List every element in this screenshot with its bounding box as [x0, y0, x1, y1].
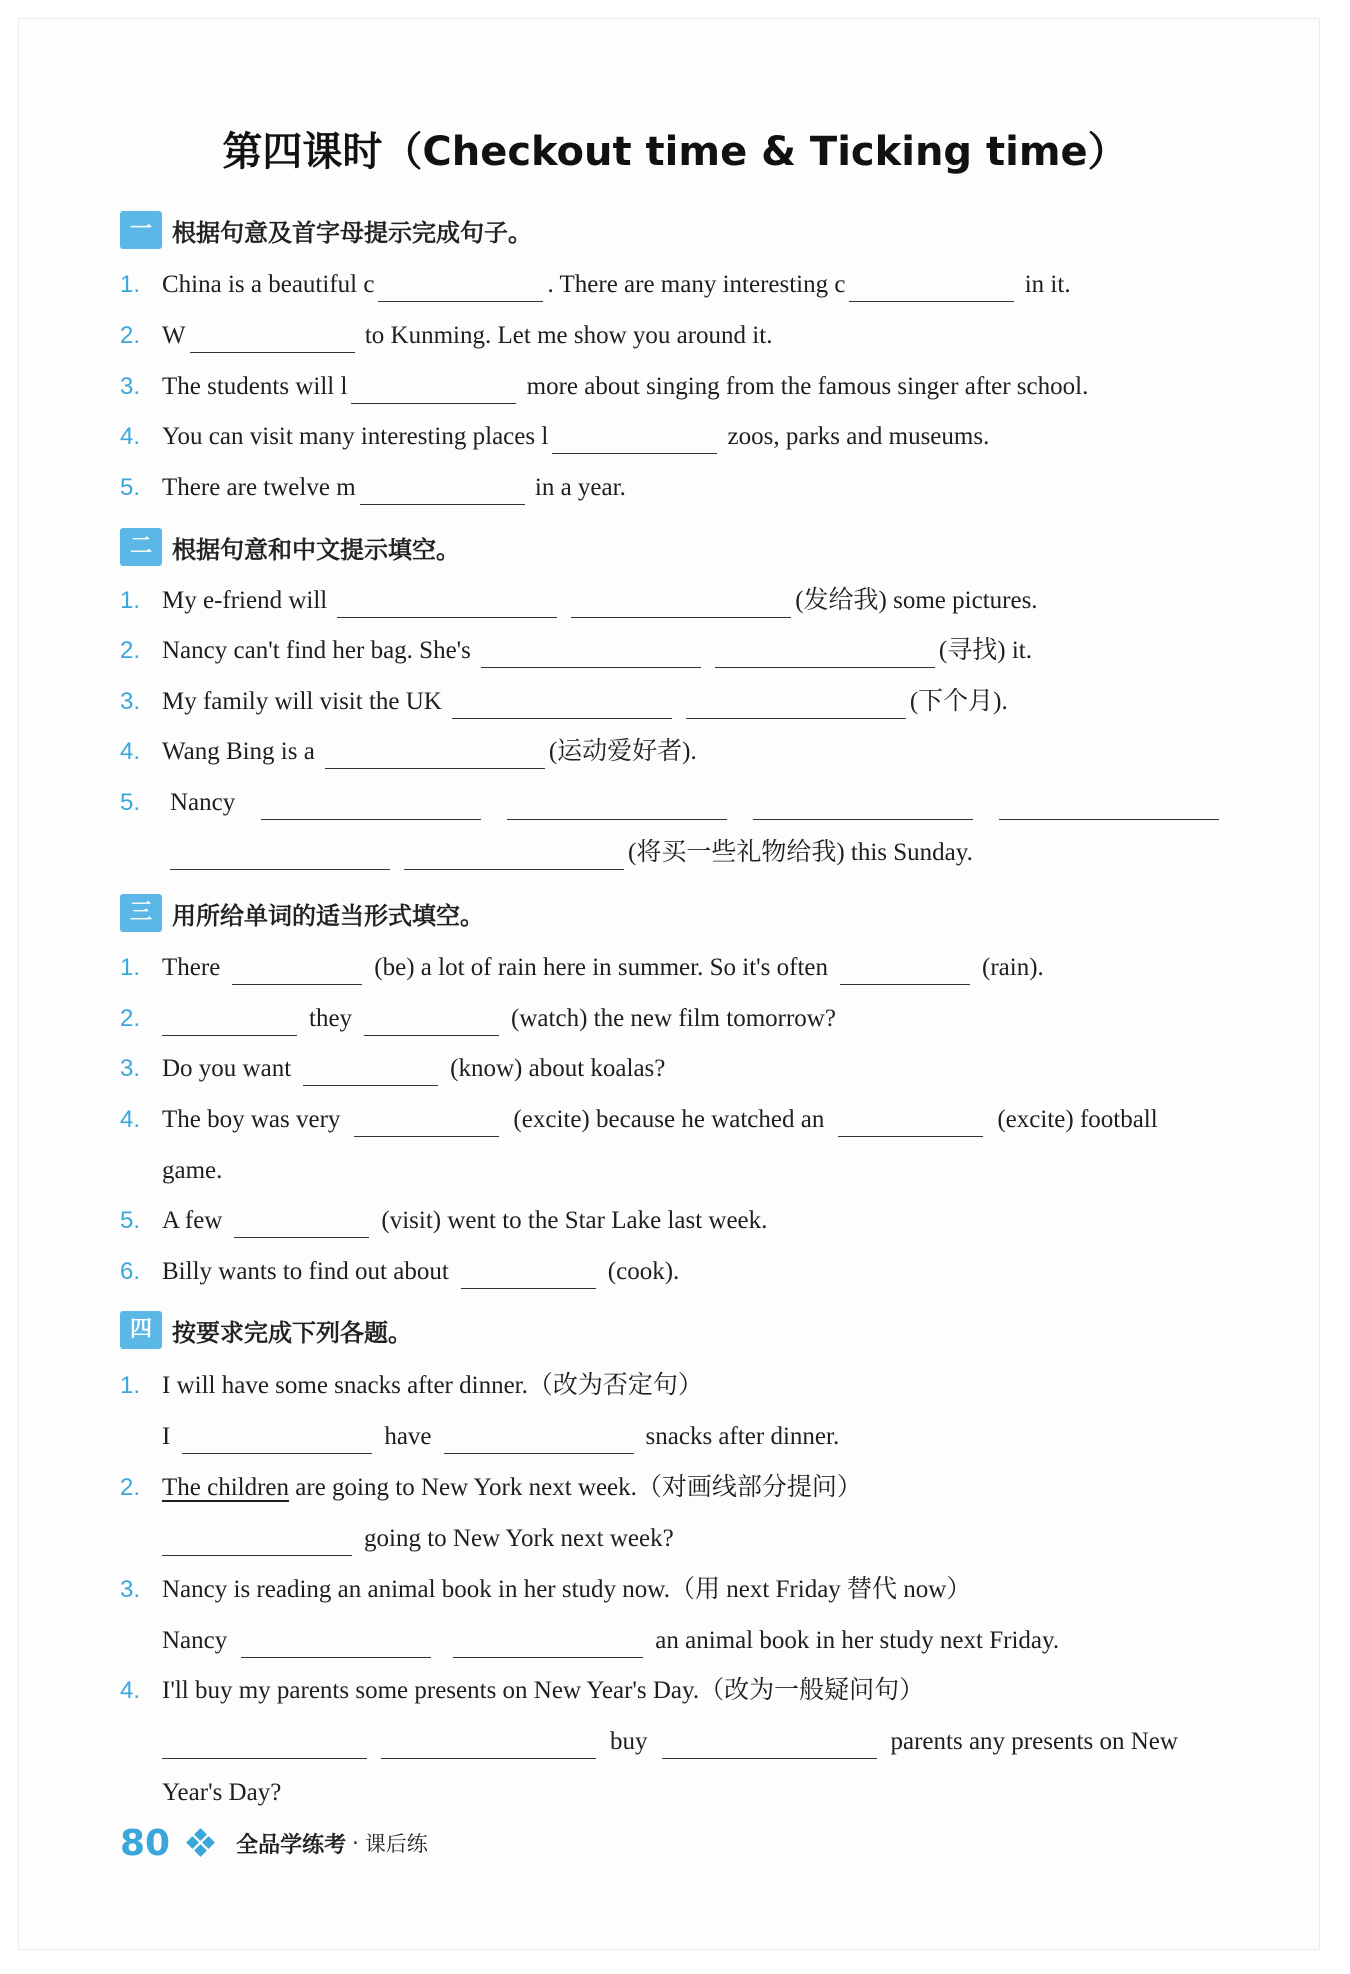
- question-text: (rain).: [982, 954, 1044, 981]
- answer-blank[interactable]: [571, 589, 791, 618]
- answer-blank[interactable]: [351, 375, 516, 404]
- question-2-5-continued: [162, 830, 973, 870]
- question-1-3: [120, 364, 1088, 404]
- answer-blank[interactable]: [481, 639, 701, 668]
- question-text: buy: [610, 1728, 648, 1755]
- section-badge-2: 二: [120, 528, 162, 566]
- question-number: 2.: [120, 1005, 141, 1032]
- answer-blank[interactable]: [364, 1007, 499, 1036]
- question-text: (将买一些礼物给我) this Sunday.: [628, 839, 973, 866]
- question-number: 4.: [120, 423, 141, 450]
- question-text: I'll buy my parents some presents on New Year's Day.（改为一般疑问句）: [162, 1677, 925, 1704]
- section-heading-4: [120, 1310, 412, 1350]
- question-number: 6.: [120, 1258, 141, 1285]
- answer-blank[interactable]: [552, 425, 717, 454]
- answer-blank[interactable]: [234, 1209, 369, 1238]
- question-number: 3.: [120, 373, 141, 400]
- question-text: (watch) the new film tomorrow?: [511, 1005, 836, 1032]
- section-badge-3: 三: [120, 894, 162, 932]
- answer-blank[interactable]: [303, 1057, 438, 1086]
- question-1-1: [120, 262, 1071, 302]
- question-text: A few: [162, 1207, 223, 1234]
- question-number: 1.: [120, 587, 141, 614]
- question-text: (know) about koalas?: [450, 1055, 666, 1082]
- question-3-6: [120, 1249, 679, 1289]
- question-1-4: [120, 414, 989, 454]
- question-3-4-continued: [162, 1148, 222, 1188]
- question-text: (excite) football: [997, 1106, 1158, 1133]
- section-heading-1: [120, 210, 532, 250]
- question-text: Wang Bing is a: [162, 738, 315, 765]
- question-text: Nancy can't find her bag. She's: [162, 637, 471, 664]
- answer-blank[interactable]: [337, 589, 557, 618]
- question-number: 3.: [120, 1055, 141, 1082]
- question-1-2: [120, 313, 772, 353]
- answer-blank[interactable]: [404, 841, 624, 870]
- answer-blank[interactable]: [232, 956, 362, 985]
- answer-blank[interactable]: [162, 1730, 367, 1759]
- question-4-1-answer: [162, 1414, 839, 1454]
- answer-blank[interactable]: [261, 791, 481, 820]
- question-text: going to New York next week?: [364, 1525, 674, 1552]
- question-text: to Kunming. Let me show you around it.: [358, 322, 773, 349]
- question-text: I will have some snacks after dinner.（改为否定句）: [162, 1372, 703, 1399]
- question-4-3-answer: [162, 1618, 1059, 1658]
- question-number: 5.: [120, 1207, 141, 1234]
- brand-subtitle: 课后练: [364, 1832, 428, 1856]
- section-badge-4: 四: [120, 1311, 162, 1349]
- question-number: 2.: [120, 322, 141, 349]
- question-3-4: [120, 1097, 1158, 1137]
- brand-separator: ·: [352, 1831, 359, 1855]
- section-heading-text: 用所给单词的适当形式填空。: [172, 901, 484, 930]
- section-badge-1: 一: [120, 211, 162, 249]
- answer-blank[interactable]: [452, 690, 672, 719]
- answer-blank[interactable]: [360, 476, 525, 505]
- question-text: (发给我) some pictures.: [795, 587, 1038, 614]
- answer-blank[interactable]: [453, 1629, 643, 1658]
- question-number: 1.: [120, 954, 141, 981]
- question-text: are going to New York next week.（对画线部分提问）: [289, 1474, 862, 1501]
- question-4-2-answer: [162, 1516, 674, 1556]
- question-text: zoos, parks and museums.: [721, 423, 990, 450]
- question-text: My e-friend will: [162, 587, 328, 614]
- question-text: There are twelve m: [162, 474, 356, 501]
- question-text: have: [384, 1423, 432, 1450]
- question-4-1: [120, 1363, 703, 1403]
- question-number: 1.: [120, 1372, 141, 1399]
- question-number: 4.: [120, 1677, 141, 1704]
- question-number: 1.: [120, 271, 141, 298]
- answer-blank[interactable]: [444, 1425, 634, 1454]
- brand-name: 全品学练考: [236, 1832, 347, 1858]
- question-text: My family will visit the UK: [162, 688, 442, 715]
- question-text: Nancy: [170, 789, 236, 816]
- question-text: in a year.: [528, 474, 626, 501]
- question-number: 5.: [120, 474, 141, 501]
- section-heading-3: [120, 893, 484, 933]
- question-4-3: [120, 1567, 971, 1607]
- question-text: (cook).: [607, 1258, 680, 1285]
- answer-blank[interactable]: [190, 324, 355, 353]
- question-text: Year's Day?: [162, 1779, 282, 1806]
- underlined-phrase: The children: [162, 1474, 290, 1501]
- question-2-2: [120, 628, 1032, 668]
- question-4-4: [120, 1668, 924, 1708]
- section-heading-text: 根据句意和中文提示填空。: [172, 535, 460, 564]
- question-3-5: [120, 1198, 767, 1238]
- question-text: I: [162, 1423, 171, 1450]
- question-number: 3.: [120, 688, 141, 715]
- question-number: 4.: [120, 738, 141, 765]
- question-2-3: [120, 679, 1008, 719]
- question-text: more about singing from the famous singer after school.: [520, 373, 1089, 400]
- answer-blank[interactable]: [753, 791, 973, 820]
- section-heading-text: 按要求完成下列各题。: [172, 1318, 412, 1347]
- question-4-4-continued: [162, 1770, 281, 1810]
- question-text: There: [162, 954, 221, 981]
- question-number: 3.: [120, 1576, 141, 1603]
- answer-blank[interactable]: [354, 1108, 499, 1137]
- question-number: 5.: [120, 789, 141, 816]
- question-4-2: [120, 1465, 862, 1505]
- answer-blank[interactable]: [461, 1260, 596, 1289]
- question-text: game.: [162, 1157, 223, 1184]
- question-text: Nancy: [162, 1627, 228, 1654]
- question-text: (excite) because he watched an: [513, 1106, 825, 1133]
- answer-blank[interactable]: [162, 1007, 297, 1036]
- question-text: snacks after dinner.: [645, 1423, 840, 1450]
- question-text: You can visit many interesting places l: [162, 423, 549, 450]
- question-text: Do you want: [162, 1055, 292, 1082]
- section-heading-text: 根据句意及首字母提示完成句子。: [172, 218, 532, 247]
- question-text: Billy wants to find out about: [162, 1258, 449, 1285]
- question-text: in it.: [1018, 271, 1071, 298]
- question-number: 2.: [120, 637, 141, 664]
- question-2-4: [120, 729, 697, 769]
- answer-blank[interactable]: [170, 841, 390, 870]
- question-text: an animal book in her study next Friday.: [655, 1627, 1060, 1654]
- page-number: 80: [120, 1822, 171, 1864]
- page-title: 第四课时（Checkout time & Ticking time）: [222, 129, 1128, 175]
- answer-blank[interactable]: [840, 956, 970, 985]
- question-number: 2.: [120, 1474, 141, 1501]
- answer-blank[interactable]: [838, 1108, 983, 1137]
- question-text: they: [309, 1005, 353, 1032]
- answer-blank[interactable]: [162, 1527, 352, 1556]
- question-3-2: [120, 996, 836, 1036]
- question-text: China is a beautiful c: [162, 271, 375, 298]
- answer-blank[interactable]: [686, 690, 906, 719]
- answer-blank[interactable]: [849, 273, 1014, 302]
- page-footer: [120, 1818, 428, 1868]
- question-text: Nancy is reading an animal book in her study now.（用 next Friday 替代 now）: [162, 1576, 972, 1603]
- answer-blank[interactable]: [378, 273, 543, 302]
- question-3-1: [120, 945, 1044, 985]
- section-heading-2: [120, 527, 460, 567]
- question-text: W: [162, 322, 186, 349]
- answer-blank[interactable]: [241, 1629, 431, 1658]
- question-2-5: [120, 780, 1223, 820]
- question-text: parents any presents on New: [890, 1728, 1178, 1755]
- question-1-5: [120, 465, 626, 505]
- answer-blank[interactable]: [182, 1425, 372, 1454]
- question-number: 4.: [120, 1106, 141, 1133]
- question-text: (visit) went to the Star Lake last week.: [381, 1207, 768, 1234]
- question-text: (下个月).: [909, 688, 1008, 715]
- answer-blank[interactable]: [662, 1730, 877, 1759]
- question-4-4-answer: [162, 1719, 1178, 1759]
- question-text: The boy was very: [162, 1106, 341, 1133]
- question-text: . There are many interesting c: [547, 271, 846, 298]
- answer-blank[interactable]: [715, 639, 935, 668]
- answer-blank[interactable]: [381, 1730, 596, 1759]
- question-3-3: [120, 1046, 665, 1086]
- question-text: The students will l: [162, 373, 348, 400]
- answer-blank[interactable]: [507, 791, 727, 820]
- question-text: (运动爱好者).: [548, 738, 697, 765]
- question-2-1: [120, 578, 1038, 618]
- question-text: (寻找) it.: [938, 637, 1032, 664]
- answer-blank[interactable]: [999, 791, 1219, 820]
- diamond-logo-icon: [188, 1830, 214, 1856]
- answer-blank[interactable]: [325, 740, 545, 769]
- question-text: (be) a lot of rain here in summer. So it's often: [374, 954, 828, 981]
